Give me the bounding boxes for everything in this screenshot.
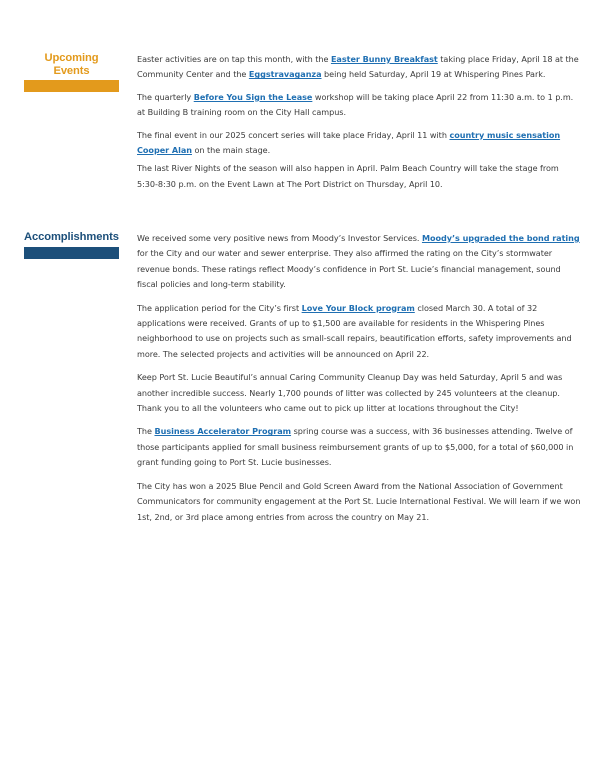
events-paragraph-river-nights: The last River Nights of the season will also happen in April. Palm Beach Country will take the stage from 5:30-8:30 p.m. on the Event Lawn at The Port District on Thursday, April 10. bbox=[137, 163, 559, 189]
text-run: being held Saturday, April 19 at Whispering Pines Park. bbox=[321, 69, 546, 80]
link-cooper-alan[interactable]: country music sensation Cooper Alan bbox=[137, 129, 561, 156]
upcoming-events-body bbox=[137, 52, 581, 192]
upcoming-events-accent-bar bbox=[24, 80, 119, 92]
upcoming-events-heading-line2: Events bbox=[53, 65, 90, 77]
events-paragraph-easter bbox=[137, 52, 581, 83]
upcoming-events-heading-line1: Upcoming bbox=[44, 52, 99, 64]
accomplishments-body bbox=[137, 231, 581, 525]
text-run: for the City and our water and sewer enterprise. They also affirmed the rating on the City’s stormwater revenue bonds. These ratings reflect Moody’s confidence in Port St. Lucie’s financial management, sound fiscal policies and long-term stability. bbox=[137, 248, 561, 290]
events-paragraph-lease-workshop bbox=[137, 90, 581, 121]
accomplishments-sidebar bbox=[24, 231, 119, 259]
text-run: The application period for the City’s first bbox=[137, 302, 302, 313]
text-run: closed March 30. A total of 32 applications were received. Grants of up to $1,500 are available for residents in the Whispering Pines neighborhood to use on projects such as small-scall repairs, beautification efforts, safety improvements and more. The selected projects and activities will be announced on April 22. bbox=[137, 302, 572, 359]
acc-paragraph-love-your-block bbox=[137, 301, 581, 363]
upcoming-events-heading bbox=[24, 52, 119, 78]
text-run: The quarterly bbox=[137, 91, 194, 102]
link-love-your-block-program[interactable]: Love Your Block program bbox=[301, 302, 415, 313]
text-run: Easter activities are on tap this month, with the bbox=[137, 54, 331, 64]
text-run: spring course was a success, with 36 businesses attending. Twelve of those participants applied for small business reimbursement grants of up to $5,000, for a total of $60,000 in grant funding going to Port St. Lucie businesses. bbox=[137, 426, 574, 468]
link-moodys-bond-rating[interactable]: Moody’s upgraded the bond rating bbox=[421, 233, 580, 243]
text-run: on the main stage. bbox=[191, 145, 271, 156]
acc-paragraph-award: The City has won a 2025 Blue Pencil and Gold Screen Award from the National Association of Government Communicators for community engagement at the Port St. Lucie International Festival. We will learn if we won 1st, 2nd, or 3rd place among entries from across the country on May 21. bbox=[137, 480, 581, 522]
link-eggstravaganza[interactable]: Eggstravaganza bbox=[248, 69, 322, 80]
link-business-accelerator-program[interactable]: Business Accelerator Program bbox=[154, 426, 292, 437]
link-easter-bunny-breakfast[interactable]: Easter Bunny Breakfast bbox=[330, 54, 438, 64]
text-run: We received some very positive news from Moody’s Investor Services. bbox=[137, 233, 422, 243]
upcoming-events-sidebar bbox=[24, 52, 119, 92]
text-run: The bbox=[137, 426, 155, 437]
acc-paragraph-cleanup-day: Keep Port St. Lucie Beautiful’s annual Caring Community Cleanup Day was held Saturday, April 5 and was another incredible success. Nearly 1,700 pounds of litter was collected by 245 volunteers at the cleanup. Thank you to all the volunteers who came out to pick up litter at locations throughout the City! bbox=[137, 372, 563, 414]
accomplishments-heading: Accomplishments bbox=[24, 231, 119, 243]
acc-paragraph-business-accelerator bbox=[137, 424, 581, 470]
text-run: taking place Friday, April 18 at the Community Center and the bbox=[137, 54, 579, 80]
events-paragraph-concert bbox=[137, 128, 581, 159]
link-before-you-sign-the-lease[interactable]: Before You Sign the Lease bbox=[193, 91, 313, 102]
accomplishments-accent-bar bbox=[24, 247, 119, 259]
text-run: The final event in our 2025 concert series will take place Friday, April 11 with bbox=[137, 129, 450, 140]
acc-paragraph-bond-rating bbox=[137, 231, 581, 293]
text-run: workshop will be taking place April 22 from 11:30 a.m. to 1 p.m. at Building B training room on the City Hall campus. bbox=[137, 91, 574, 118]
